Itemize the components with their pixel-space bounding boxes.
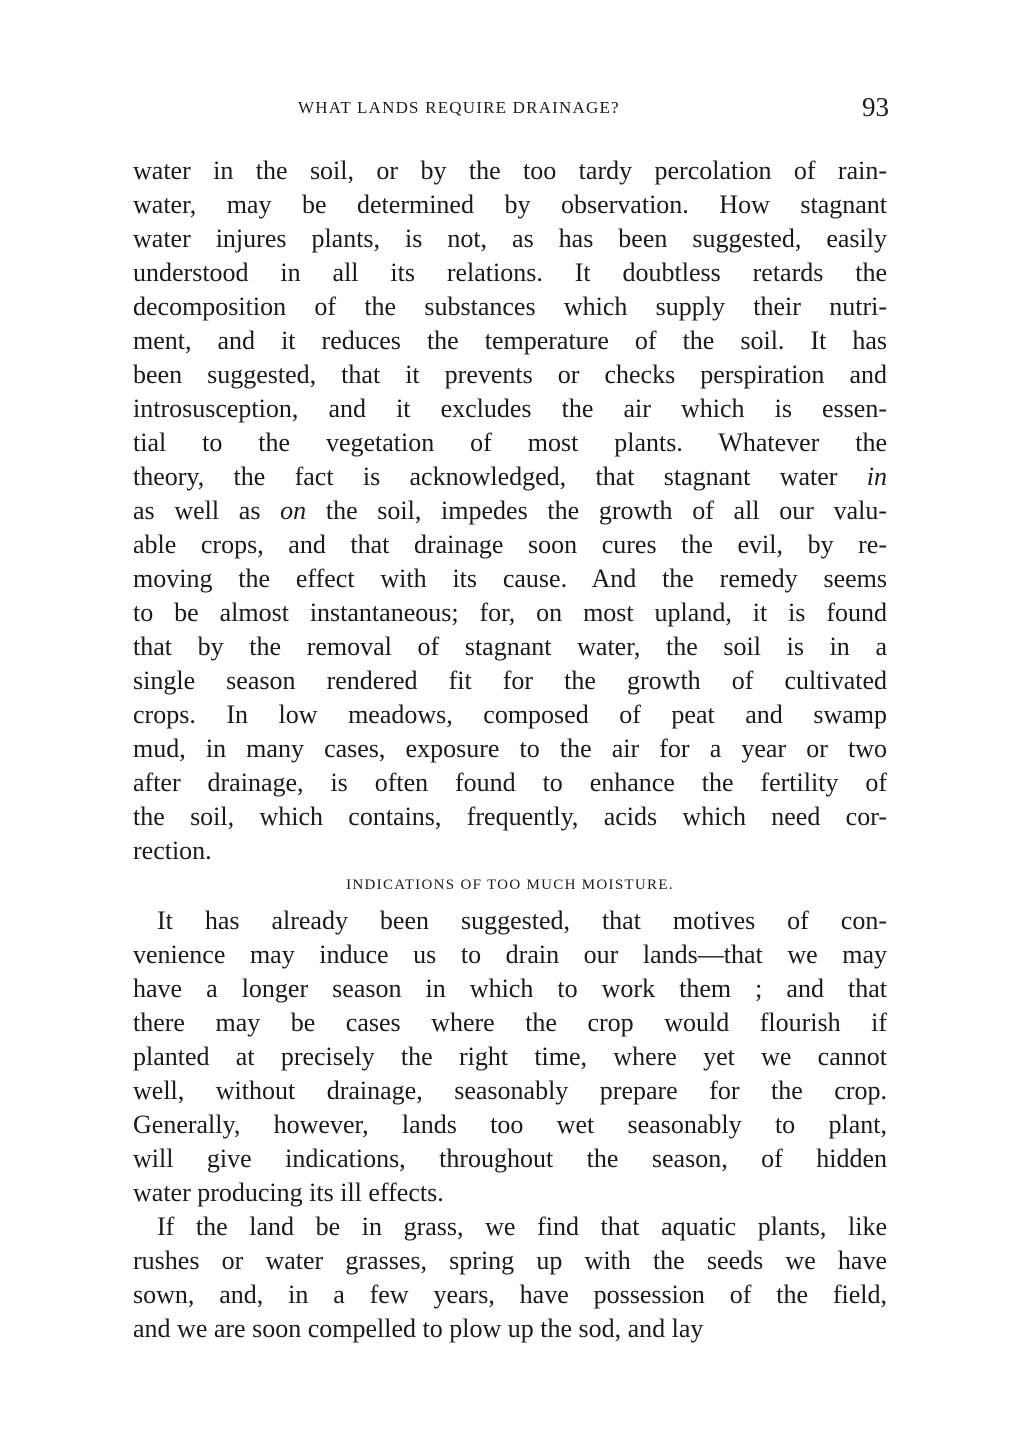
text-line: If the land be in grass, we find that aquatic plants, like	[157, 1212, 887, 1241]
text-line: water, may be determined by observation. How stagnant	[133, 190, 887, 219]
text-line: It has already been suggested, that motives of con-	[157, 906, 887, 935]
text-line: understood in all its relations. It doubtless retards the	[133, 258, 887, 287]
paragraph-1	[133, 154, 887, 868]
text-line: decomposition of the substances which supply their nutri-	[133, 292, 887, 321]
text-line: planted at precisely the right time, where yet we cannot	[133, 1042, 887, 1071]
text-line: mud, in many cases, exposure to the air for a year or two	[133, 734, 887, 763]
page-body	[133, 154, 887, 1346]
page-number: 93	[862, 92, 889, 122]
text-line: moving the effect with its cause. And the remedy seems	[133, 564, 887, 593]
text-line: the soil, which contains, frequently, acids which need cor-	[133, 802, 887, 831]
text-line: water injures plants, is not, as has been suggested, easily	[133, 224, 887, 253]
text-line: tial to the vegetation of most plants. Whatever the	[133, 428, 887, 457]
text-line: after drainage, is often found to enhance the fertility of	[133, 768, 887, 797]
text-line: water producing its ill effects.	[133, 1178, 444, 1207]
text-line: sown, and, in a few years, have possession of the field,	[133, 1280, 887, 1309]
text-line: introsusception, and it excludes the air which is essen-	[133, 394, 887, 423]
text-line: rushes or water grasses, spring up with the seeds we have	[133, 1246, 887, 1275]
text-line: able crops, and that drainage soon cures the evil, by re-	[133, 530, 887, 559]
text-line	[133, 494, 887, 528]
text-line: crops. In low meadows, composed of peat and swamp	[133, 700, 887, 729]
section-heading: INDICATIONS OF TOO MUCH MOISTURE.	[346, 877, 674, 893]
text-run: on	[280, 496, 307, 525]
text-line: and we are soon compelled to plow up the sod, and lay	[133, 1314, 704, 1343]
text-run: the soil, impedes the growth of all our valu-	[306, 496, 887, 525]
text-run: theory, the fact is acknowledged, that stagnant water	[133, 462, 867, 491]
text-line: rection.	[133, 836, 212, 865]
running-title: WHAT LANDS REQUIRE DRAINAGE?	[298, 98, 620, 117]
text-line: single season rendered fit for the growth of cultivated	[133, 666, 887, 695]
page-header	[133, 92, 889, 126]
text-line: venience may induce us to drain our lands—that we may	[133, 940, 887, 969]
text-run: as well as	[133, 496, 281, 525]
text-line: Generally, however, lands too wet seasonably to plant,	[133, 1110, 887, 1139]
text-line: water in the soil, or by the too tardy percolation of rain-	[133, 156, 887, 185]
paragraph-3	[133, 1210, 887, 1346]
text-line: that by the removal of stagnant water, the soil is in a	[133, 632, 887, 661]
text-line: there may be cases where the crop would flourish if	[133, 1008, 887, 1037]
text-line: been suggested, that it prevents or checks perspiration and	[133, 360, 887, 389]
text-line: well, without drainage, seasonably prepare for the crop.	[133, 1076, 887, 1105]
paragraph-2	[133, 904, 887, 1210]
text-line	[133, 460, 887, 494]
text-line: will give indications, throughout the season, of hidden	[133, 1144, 887, 1173]
text-run: in	[866, 462, 887, 491]
text-line: to be almost instantaneous; for, on most upland, it is found	[133, 598, 887, 627]
text-line: have a longer season in which to work them ; and that	[133, 974, 887, 1003]
text-line: ment, and it reduces the temperature of the soil. It has	[133, 326, 887, 355]
